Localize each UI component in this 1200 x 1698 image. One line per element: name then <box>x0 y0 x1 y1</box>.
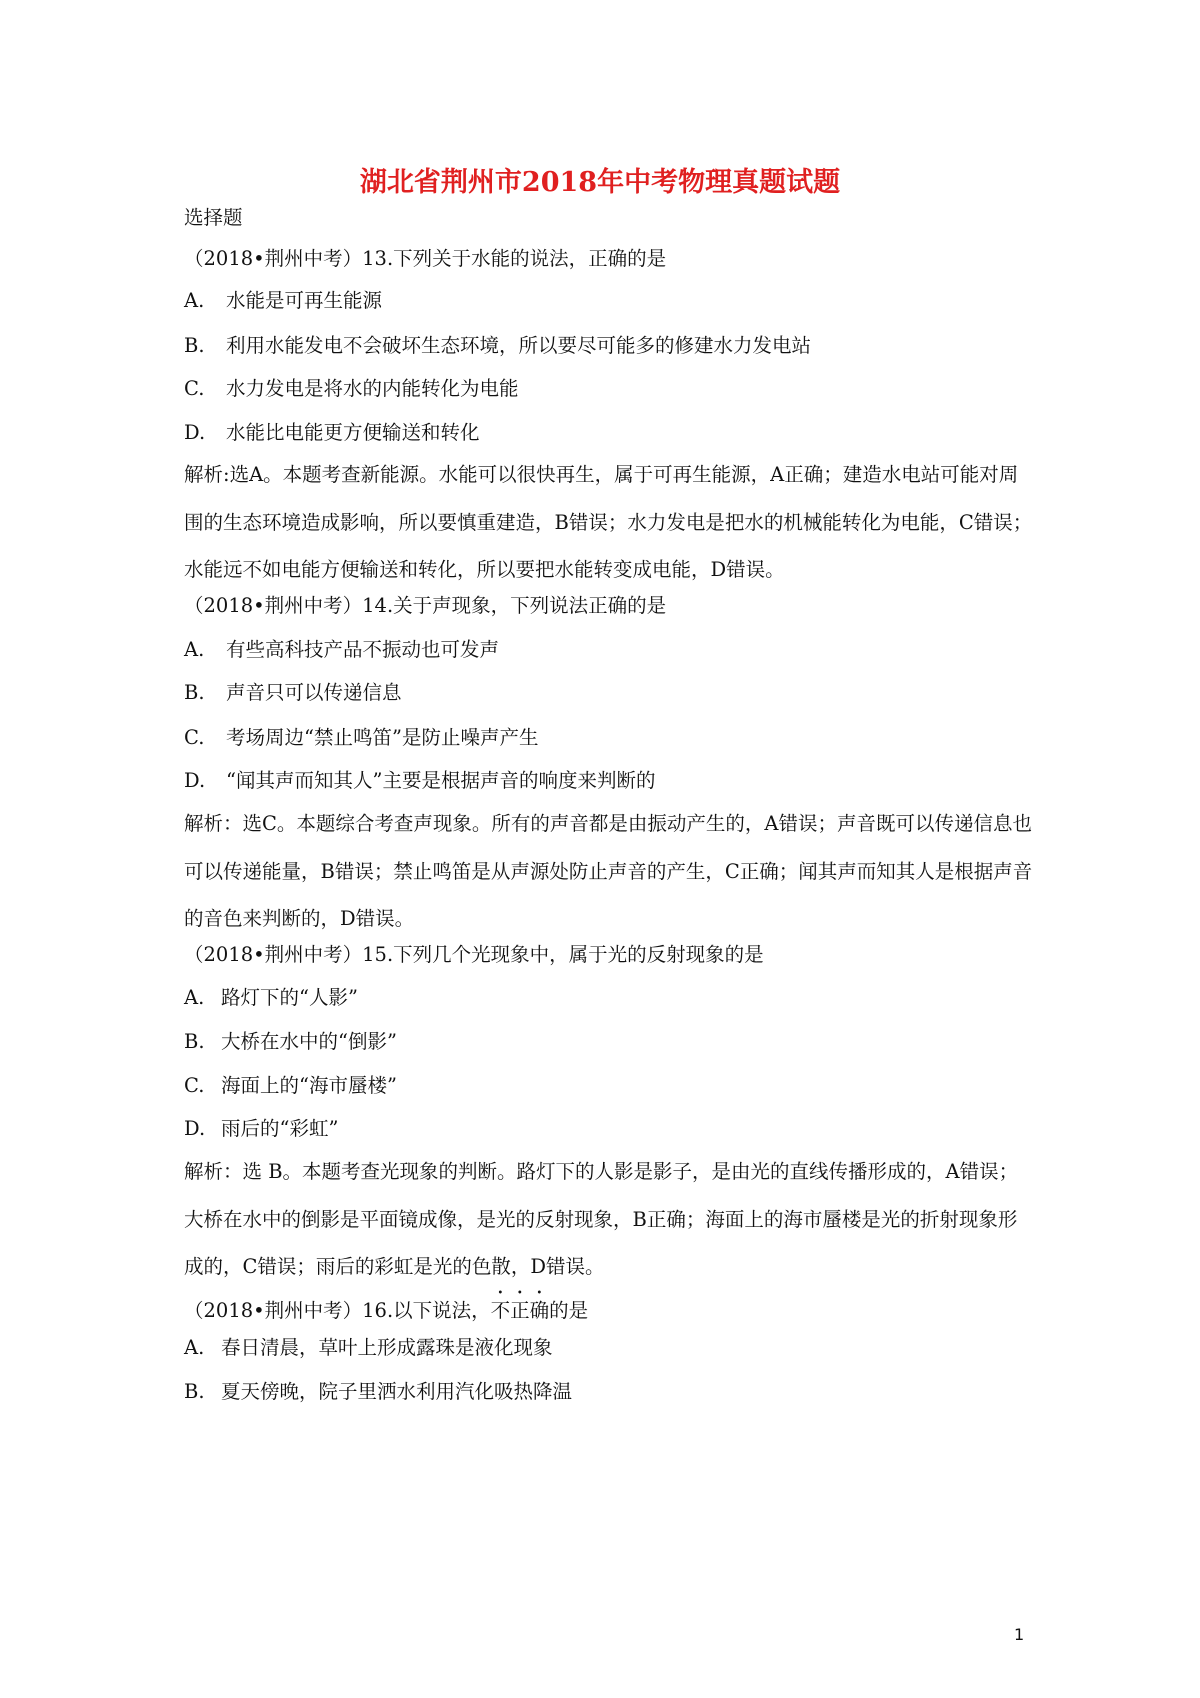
option-text: 考场周边“禁止鸣笛”是防止噪声产生 <box>226 726 539 749</box>
question-14-option-d <box>184 766 1034 796</box>
option-label: D. <box>184 1117 206 1140</box>
question-15-option-d <box>184 1114 1034 1144</box>
question-14-analysis: 解析：选C。本题综合考查声现象。所有的声音都是由振动产生的，A错误；声音既可以传递信息也可以传递能量，B错误；禁止鸣笛是从声源处防止声音的产生，C正确；闻其声而知其人是根据声音的音色来判断的，D错误。 <box>184 812 1033 930</box>
page-number: 1 <box>1014 1625 1025 1644</box>
stem-prefix: （2018•荆州中考）16.以下说法， <box>184 1299 491 1322</box>
option-label: B. <box>184 1030 205 1053</box>
question-13-option-a <box>184 286 1034 316</box>
option-label: B. <box>184 1380 205 1403</box>
question-14-option-b <box>184 678 1034 708</box>
question-13-option-b <box>184 331 1034 361</box>
option-text: 水力发电是将水的内能转化为电能 <box>226 377 519 400</box>
option-text: “闻其声而知其人”主要是根据声音的响度来判断的 <box>226 769 656 792</box>
option-label: B. <box>184 334 205 357</box>
question-14-option-a <box>184 635 1034 665</box>
option-text: 路灯下的“人影” <box>221 986 358 1009</box>
option-label: D. <box>184 421 206 444</box>
question-15-analysis: 解析：选 B。本题考查光现象的判断。路灯下的人影是影子，是由光的直线传播形成的，A错误；大桥在水中的倒影是平面镜成像，是光的反射现象，B正确；海面上的海市蜃楼是光的折射现象形成的，C错误；雨后的彩虹是光的色散，D错误。 <box>184 1160 1019 1278</box>
option-text: 水能是可再生能源 <box>226 289 383 312</box>
question-16-option-b <box>184 1377 1034 1407</box>
option-label: C. <box>184 1074 205 1097</box>
option-label: A. <box>184 638 205 661</box>
option-text: 声音只可以传递信息 <box>226 681 402 704</box>
question-15-option-c <box>184 1071 1034 1101</box>
document-title: 湖北省荆州市2018年中考物理真题试题 <box>359 167 841 198</box>
option-label: D. <box>184 769 206 792</box>
question-15-stem: （2018•荆州中考）15.下列几个光现象中，属于光的反射现象的是 <box>184 943 764 966</box>
question-16-option-a <box>184 1333 1034 1363</box>
question-14-stem: （2018•荆州中考）14.关于声现象，下列说法正确的是 <box>184 594 667 617</box>
option-text: 夏天傍晚，院子里洒水利用汽化吸热降温 <box>221 1380 573 1403</box>
question-15-option-a <box>184 983 1034 1013</box>
question-15-option-b <box>184 1027 1034 1057</box>
option-label: C. <box>184 726 205 749</box>
option-label: A. <box>184 1336 205 1359</box>
question-13-option-c <box>184 374 1034 404</box>
stem-suffix: 的是 <box>549 1299 589 1322</box>
section-heading: 选择题 <box>184 206 243 229</box>
option-text: 雨后的“彩虹” <box>221 1117 339 1140</box>
option-text: 海面上的“海市蜃楼” <box>221 1074 397 1097</box>
option-text: 利用水能发电不会破坏生态环境，所以要尽可能多的修建水力发电站 <box>226 334 812 357</box>
option-label: C. <box>184 377 205 400</box>
question-13-option-d <box>184 418 1034 448</box>
option-label: A. <box>184 289 205 312</box>
option-label: A. <box>184 986 205 1009</box>
option-text: 水能比电能更方便输送和转化 <box>226 421 480 444</box>
option-text: 有些高科技产品不振动也可发声 <box>226 638 500 661</box>
option-text: 大桥在水中的“倒影” <box>221 1030 397 1053</box>
question-14-option-c <box>184 723 1034 753</box>
question-13-stem: （2018•荆州中考）13.下列关于水能的说法，正确的是 <box>184 247 667 270</box>
emphasized-not-correct: 不正确 <box>490 1299 550 1322</box>
option-label: B. <box>184 681 205 704</box>
question-16-stem <box>184 1288 1034 1326</box>
option-text: 春日清晨，草叶上形成露珠是液化现象 <box>221 1336 553 1359</box>
question-13-analysis: 解析:选A。本题考查新能源。水能可以很快再生，属于可再生能源，A正确；建造水电站可能对周围的生态环境造成影响，所以要慎重建造，B错误；水力发电是把水的机械能转化为电能，C错误；水能远不如电能方便输送和转化，所以要把水能转变成电能，D错误。 <box>184 463 1033 581</box>
